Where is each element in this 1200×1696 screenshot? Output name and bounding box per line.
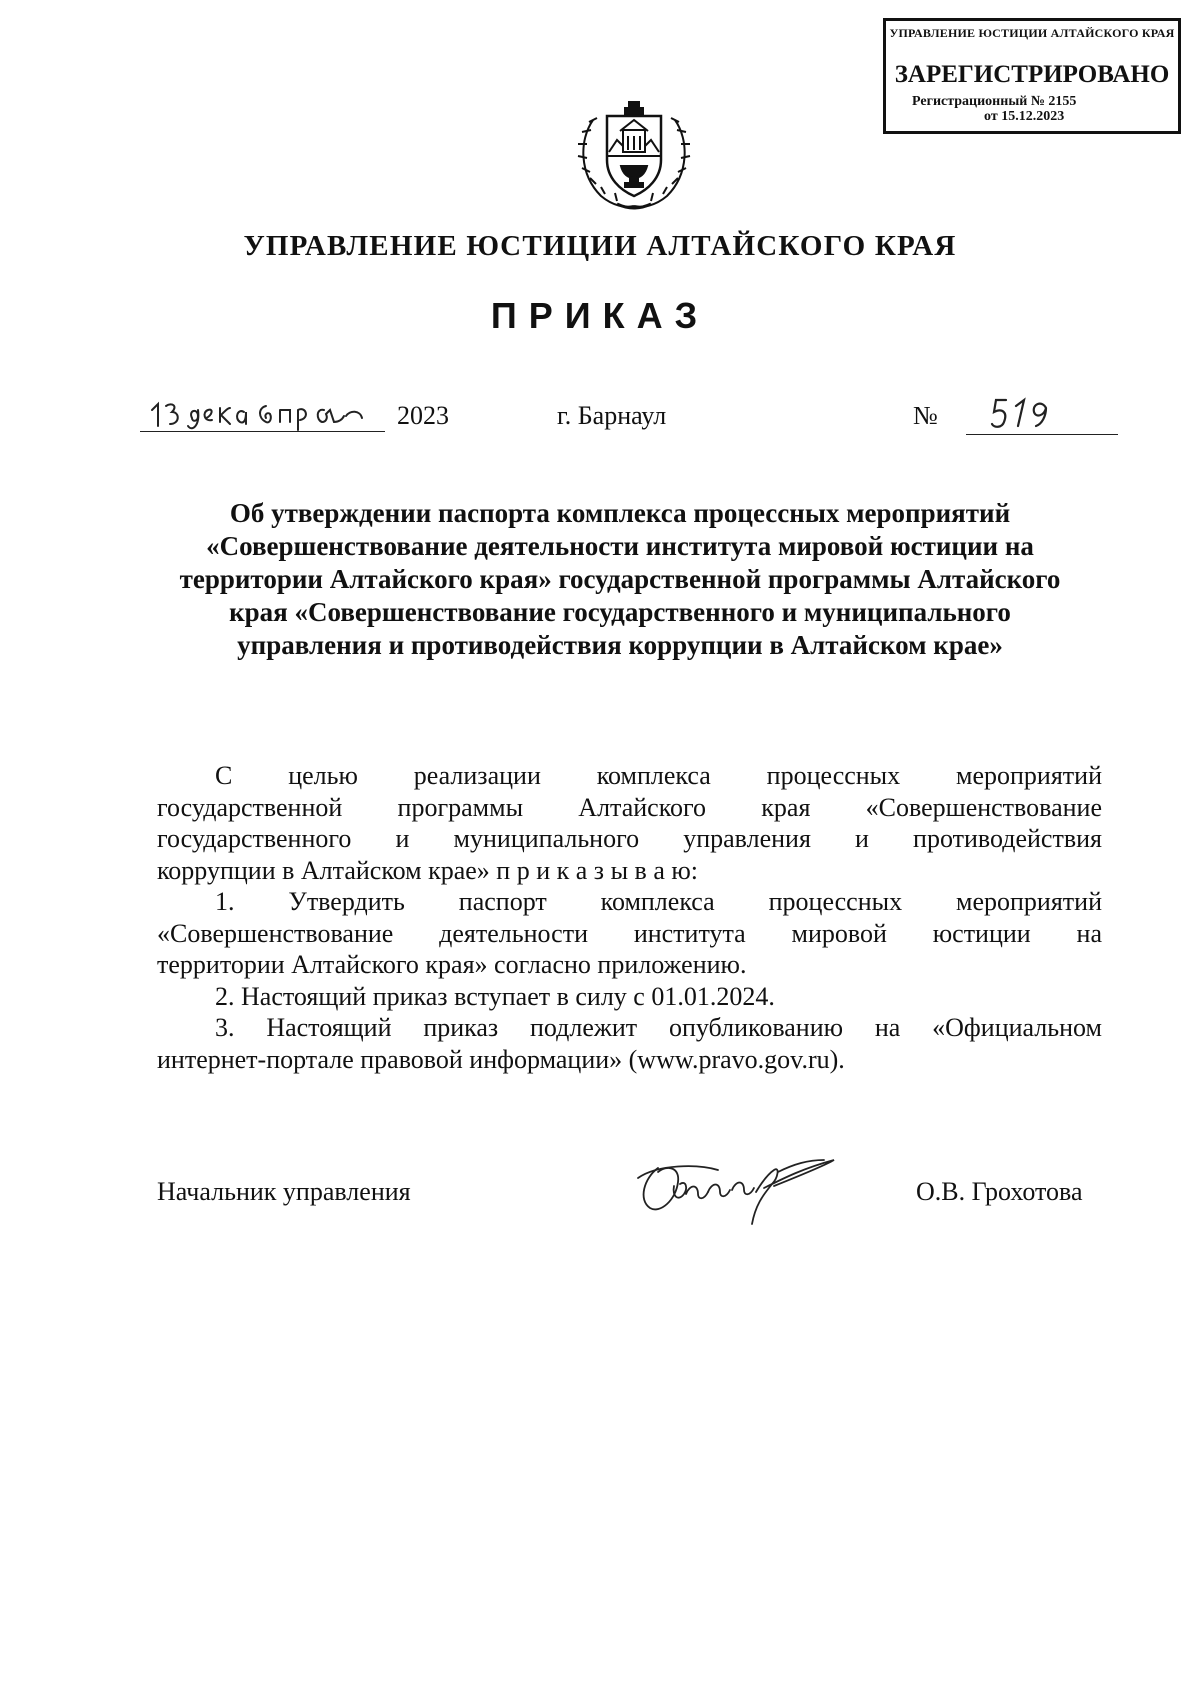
body-line: 3. Настоящий приказ подлежит опубликованию на «Официальном bbox=[215, 1013, 1102, 1042]
handwritten-signature-icon bbox=[628, 1148, 878, 1238]
stamp-status: ЗАРЕГИСТРИРОВАНО bbox=[894, 61, 1170, 88]
stamp-organization: УПРАВЛЕНИЕ ЮСТИЦИИ АЛТАЙСКОГО КРАЯ bbox=[889, 26, 1175, 40]
place-of-issue: г. Барнаул bbox=[557, 401, 667, 430]
document-title bbox=[140, 497, 1100, 662]
signatory-position: Начальник управления bbox=[157, 1177, 411, 1206]
body-line: территории Алтайского края» согласно приложению. bbox=[157, 950, 747, 979]
body-line: государственного и муниципального управления и противодействия bbox=[157, 824, 1102, 853]
body-line: «Совершенствование деятельности института мировой юстиции на bbox=[157, 918, 1102, 948]
date-year: 2023 bbox=[397, 401, 449, 430]
date-underline bbox=[140, 431, 385, 432]
title-line: управления и противодействия коррупции в Алтайском крае» bbox=[237, 630, 1003, 660]
title-line: Об утверждении паспорта комплекса процессных мероприятий bbox=[229, 498, 1011, 528]
number-underline bbox=[966, 434, 1118, 435]
body-line: государственной программы Алтайского края «Совершенствование bbox=[157, 792, 1102, 822]
body-line: интернет-портале правовой информации» (www.pravo.gov.ru). bbox=[157, 1044, 845, 1074]
signatory-name: О.В. Грохотова bbox=[916, 1177, 1083, 1206]
handwritten-number-icon bbox=[990, 396, 1060, 432]
stamp-registration-date: от 15.12.2023 bbox=[984, 109, 1065, 124]
document-body bbox=[157, 760, 1102, 1075]
body-line: С целью реализации комплекса процессных мероприятий bbox=[215, 761, 1102, 790]
body-line: 2. Настоящий приказ вступает в силу с 01.01.2024. bbox=[215, 981, 775, 1011]
number-handwritten bbox=[990, 396, 992, 397]
registration-stamp bbox=[883, 18, 1181, 134]
stamp-registration-number: Регистрационный № 2155 bbox=[912, 94, 1077, 109]
title-line: «Совершенствование деятельности института мировой юстиции на bbox=[206, 531, 1034, 561]
title-line: территории Алтайского края» государственной программы Алтайского bbox=[179, 564, 1061, 594]
agency-name: УПРАВЛЕНИЕ ЮСТИЦИИ АЛТАЙСКОГО КРАЯ bbox=[243, 230, 957, 262]
coat-of-arms-icon bbox=[573, 100, 695, 212]
date-handwritten bbox=[148, 396, 153, 397]
body-line: 1. Утвердить паспорт комплекса процессных мероприятий bbox=[215, 887, 1102, 916]
document-type: ПРИКАЗ bbox=[490, 295, 710, 336]
body-line: коррупции в Алтайском крае» п р и к а з ы в а ю: bbox=[157, 855, 699, 885]
title-line: края «Совершенствование государственного и муниципального bbox=[229, 597, 1011, 627]
handwritten-date-icon bbox=[148, 396, 384, 432]
number-label: № bbox=[913, 401, 938, 430]
